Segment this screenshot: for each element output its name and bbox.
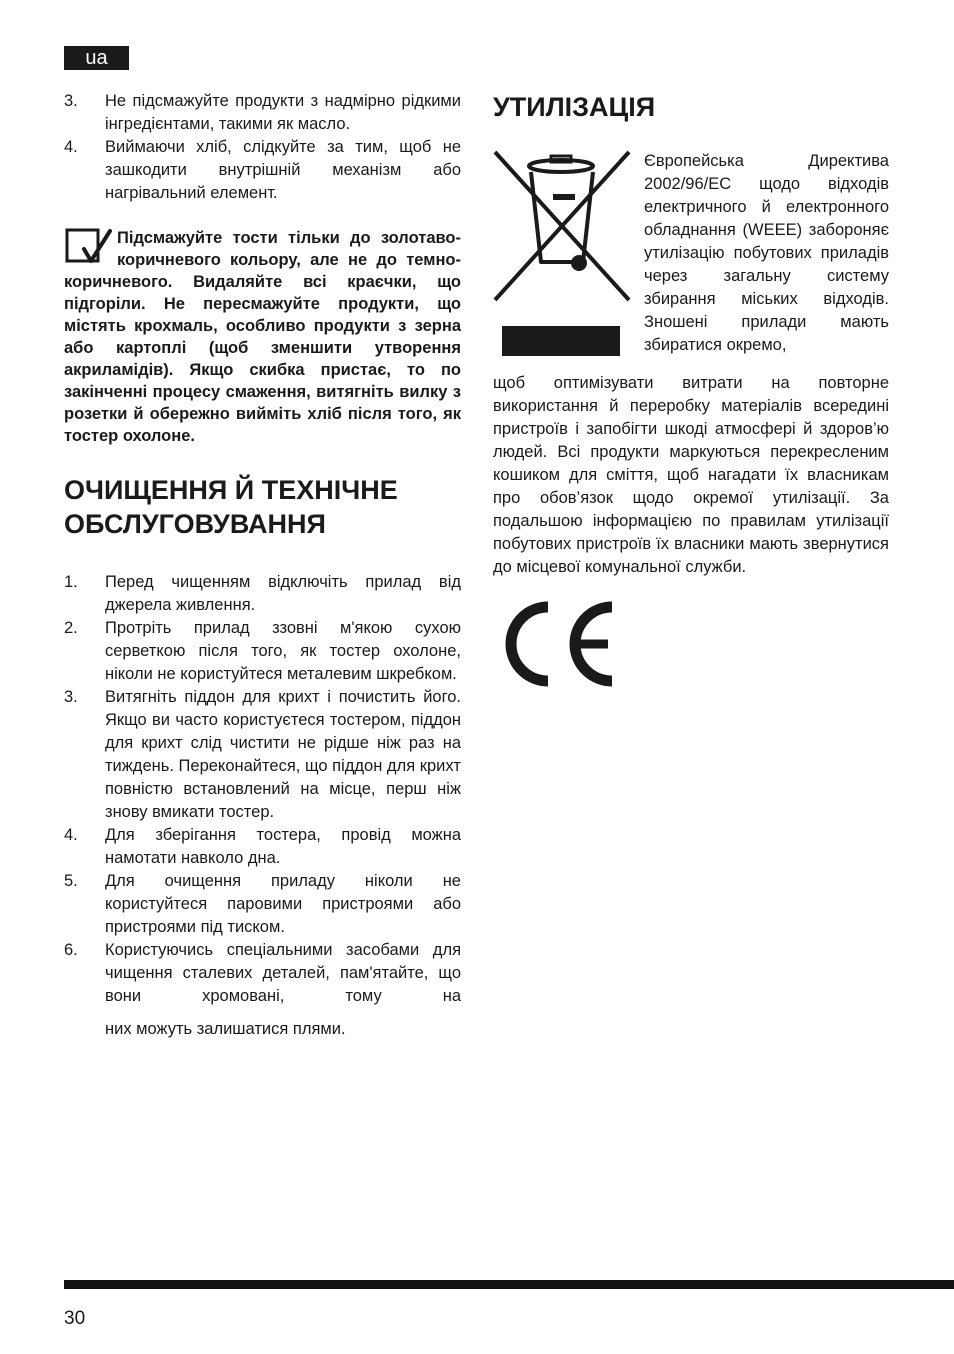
list-item [64, 617, 461, 686]
list-item-tail: них можуть залишатися плями. [105, 1020, 346, 1038]
weee-underline-bar-icon [502, 326, 620, 356]
cleaning-heading-line1: ОЧИЩЕННЯ Й ТЕХНІЧНЕ [64, 475, 398, 505]
list-item-number: 3. [64, 688, 78, 706]
tips-list [64, 90, 461, 205]
checkbox-note-icon [64, 227, 114, 267]
list-item [64, 136, 461, 205]
crossed-bin-icon [493, 150, 631, 305]
list-item [64, 824, 461, 870]
footer-rule [64, 1280, 954, 1289]
right-column [493, 90, 889, 692]
list-item-text: Для зберігання тостера, провід можна намотати навколо дна. [105, 826, 461, 867]
list-item-text: Витягніть піддон для крихт і почистить його. Якщо ви часто користуєтеся тостером, піддон для крихт слід чистити не рідше ніж раз на тиждень. Переконайтеся, що піддон для крихт повністю встановлений на місце, перш ніж знову вмикати тостер. [105, 688, 461, 821]
list-item [64, 90, 461, 136]
weee-side-text: Європейська Директива 2002/96/EC щодо відходів електричного й електронного обладнання (WEEE) забороняє утилізацію побутових приладів через загальну систему збирання міських відходів. Зношені прилади мають збиратися окремо, [644, 152, 889, 354]
left-column [64, 90, 461, 1041]
list-item-text: Протріть прилад ззовні м'якою сухою серветкою після того, як тостер охолоне, ніколи не користуйтеся металевим шкребком. [105, 619, 461, 683]
list-item [64, 571, 461, 617]
language-badge: ua [64, 46, 129, 70]
list-item [64, 686, 461, 824]
list-item-number: 3. [64, 92, 78, 110]
cleaning-list [64, 571, 461, 1041]
weee-continuation-text: щоб оптимізувати витрати на повторне використання й переробку матеріалів всередині пристроїв і запобігти шкоді атмосфері й здоров’ю людей. Всі продукти маркуються перекресленим кошиком для сміття, щоб нагадати їх власникам про обов’язок щодо окремої утилізації. За подальшою інформацією по правилам утилізації побутових пристроїв їх власники мають звернутися до місцевої комунальної служби. [493, 374, 889, 576]
page-number: 30 [64, 1308, 86, 1329]
note-text: Підсмажуйте тости тільки до золотаво-коричневого кольору, але не до темно-коричневого. Видаляйте всі краєчки, що підгоріли. Не пересмажуйте продукти, що містять крохмаль, особливо продукти з зерна або картоплі (щоб зменшити утворення акриламідів). Якщо скибка пристає, то по закінченні процесу смаження, витягніть вилку з розетки й обережно вийміть хліб після того, як тостер охолоне. [64, 229, 461, 445]
list-item-text: Перед чищенням відключіть прилад від джерела живлення. [105, 573, 461, 614]
list-item-number: 6. [64, 941, 78, 959]
list-item-text: Виймаючи хліб, слідкуйте за тим, щоб не зашкодити внутрішній механізм або нагрівальний елемент. [105, 138, 461, 202]
list-item-text: Для очищення приладу ніколи не користуйтеся паровими пристроями або пристроями під тиском. [105, 872, 461, 936]
list-item-number: 2. [64, 619, 78, 637]
cleaning-heading [64, 473, 461, 541]
note-block [64, 227, 461, 447]
list-item-number: 4. [64, 826, 78, 844]
list-item-number: 1. [64, 573, 78, 591]
list-item [64, 870, 461, 939]
ce-mark-icon [500, 601, 616, 687]
list-item-text: Не підсмажуйте продукти з надмірно рідкими інгредієнтами, такими як масло. [105, 92, 461, 133]
list-item-number: 5. [64, 872, 78, 890]
list-item [64, 939, 461, 1041]
cleaning-heading-line2: ОБСЛУГОВУВАННЯ [64, 509, 326, 539]
list-item-number: 4. [64, 138, 78, 156]
weee-block [493, 150, 889, 372]
list-item-text: Користуючись спеціальними засобами для чищення сталевих деталей, пам'ятайте, що вони хромовані, тому на [105, 941, 461, 1005]
disposal-heading: УТИЛІЗАЦІЯ [493, 92, 656, 122]
